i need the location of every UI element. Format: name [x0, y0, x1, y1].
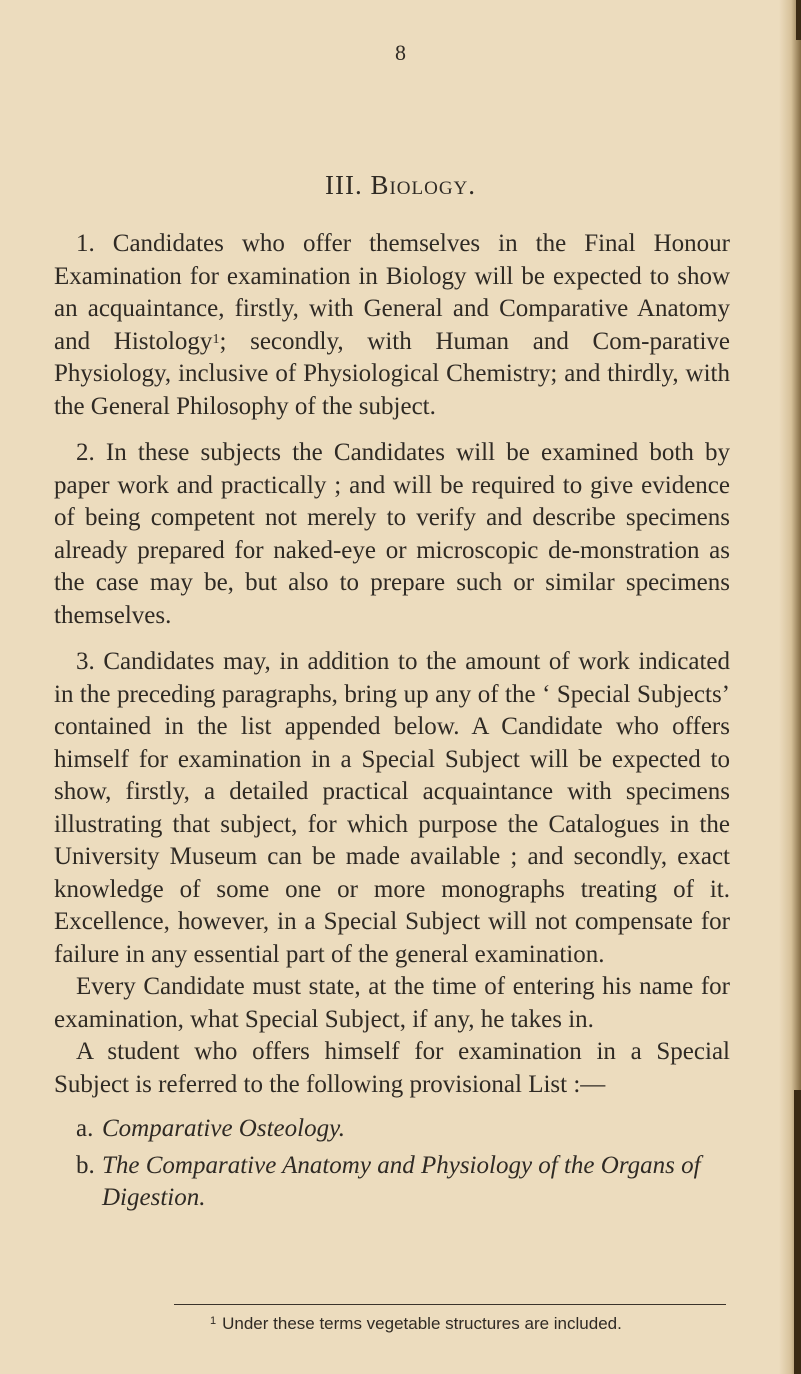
paragraph-4: Every Candidate must state, at the time of entering his name for examination, what Special Subject, if any, he takes in.	[54, 973, 730, 1033]
paragraph-2: 2. In these subjects the Candidates will be examined both by paper work and practically ; and will be required to give evidence of being competent not merely to verify and describe specimens already prepared for naked-eye or microscopic de-monstration as the case may be, but also to prepare such or similar specimens themselves.	[54, 439, 730, 629]
page-edge-dark-mark	[794, 1090, 801, 1374]
paragraph-1-text: 1. Candidates who offer themselves in the Final Honour Examination for examination in Biology will be expected to show an acquaintance, firstly, with General and Comparative Anatomy and Histology	[54, 230, 730, 355]
list-item-marker: b.	[76, 1151, 95, 1179]
section-title-text: Biology.	[370, 170, 477, 200]
paragraph-3: 3. Candidates may, in addition to the amount of work indicated in the preceding paragraphs, bring up any of the ‘ Special Subjects’ contained in the list appended below. A Candidate who offers himself for examination in a Special Subject will be expected to show, firstly, a detailed practical acquaintance with specimens illustrating that subject, for which purpose the Catalogues in the University Museum can be made available ; and secondly, exact knowledge of some one or more monographs treating of it. Excellence, however, in a Special Subject will not compensate for failure in any essential part of the general examination.	[54, 648, 730, 968]
special-subjects-list	[54, 1113, 730, 1215]
list-item	[76, 1150, 730, 1215]
footnote	[210, 1314, 622, 1334]
list-item-text: Comparative Osteology.	[102, 1115, 346, 1142]
footnote-text: Under these terms vegetable structures are included.	[222, 1314, 622, 1333]
footnote-rule	[174, 1304, 726, 1305]
section-numeral: III.	[324, 170, 363, 200]
list-item-marker: a.	[76, 1115, 94, 1142]
paragraph-5: A student who offers himself for examination in a Special Subject is referred to the following provisional List :—	[54, 1038, 730, 1098]
footnote-marker: 1	[210, 1315, 217, 1327]
list-item-text: The Comparative Anatomy and Physiology of the Organs of Digestion.	[102, 1151, 701, 1211]
list-item	[76, 1113, 730, 1146]
section-title	[0, 170, 801, 201]
paragraph-1-rest: ; secondly, with Human and Com-parative Physiology, inclusive of Physiological Chemistry; and thirdly, with the General Philosophy of the subject.	[54, 327, 731, 420]
page-number: 8	[395, 40, 406, 65]
page-edge-dark-mark	[796, 0, 801, 40]
body-text	[54, 228, 730, 1219]
paragraph-1	[54, 228, 730, 423]
footnote-reference: 1	[212, 331, 220, 347]
